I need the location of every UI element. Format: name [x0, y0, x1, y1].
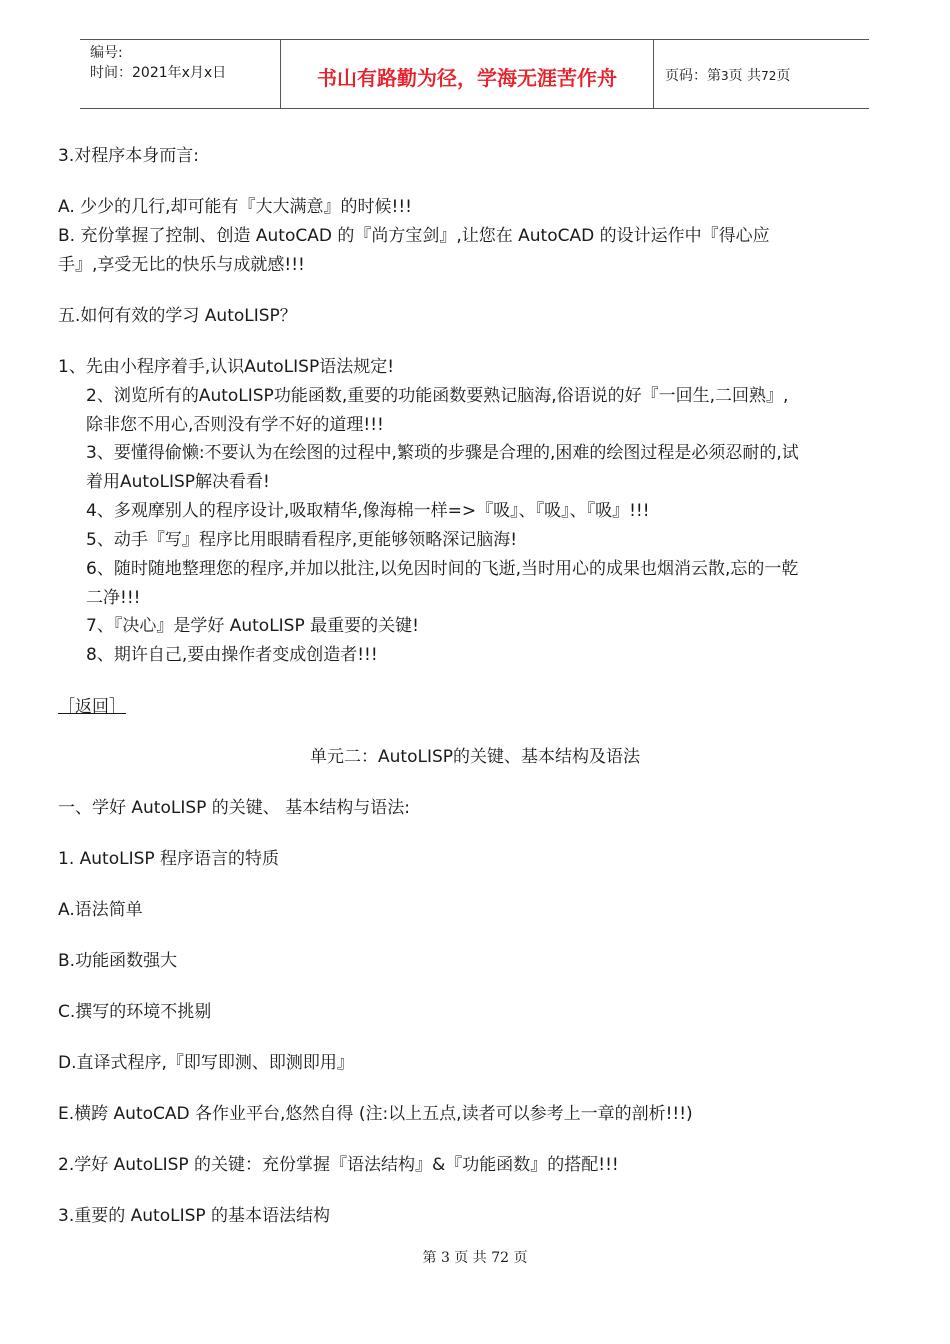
list-item: A.语法简单 [58, 900, 143, 920]
page-code-middle: 页 共 [728, 68, 762, 84]
header-right-cell [653, 40, 869, 108]
header-left-cell [80, 40, 280, 108]
header-motto: 书山有路勤为径，学海无涯苦作舟 [317, 66, 617, 90]
paragraph-line: B. 充份掌握了控制、创造 AutoCAD 的『尚方宝剑』,让您在 AutoCAD 的设计运作中『得心应 [58, 226, 770, 246]
list-item: 2、浏览所有的AutoLISP功能函数,重要的功能函数要熟记脑海,俗语说的好『一回生,二回熟』, [86, 386, 789, 406]
list-item: 6、随时随地整理您的程序,并加以批注,以免因时间的飞逝,当时用心的成果也烟消云散,忘的一乾 [86, 559, 799, 579]
list-item-continuation: 着用AutoLISP解决看看! [86, 472, 270, 492]
paragraph-line: 1. AutoLISP 程序语言的特质 [58, 849, 280, 869]
paragraph-line: A. 少少的几行,却可能有『大大满意』的时候!!! [58, 197, 412, 217]
list-item-continuation: 除非您不用心,否则没有学不好的道理!!! [86, 415, 384, 435]
list-item: 7、『决心』是学好 AutoLISP 最重要的关键! [86, 616, 419, 636]
doc-number-label: 编号: [90, 45, 123, 61]
page-code-prefix: 页码：第 [665, 68, 721, 84]
list-item: 8、期许自己,要由操作者变成创造者!!! [86, 645, 378, 665]
back-link[interactable]: ［返回］ [58, 697, 126, 717]
paragraph-line: 3.重要的 AutoLISP 的基本语法结构 [58, 1206, 331, 1226]
header-page-code [665, 65, 790, 85]
paragraph-line: 2.学好 AutoLISP 的关键：充份掌握『语法结构』&『功能函数』的搭配!!! [58, 1155, 619, 1175]
page-code-total: 72 [761, 69, 777, 83]
header-middle-cell [280, 40, 654, 108]
unit-title: 单元二：AutoLISP的关键、基本结构及语法 [310, 747, 640, 767]
section-heading: 3.对程序本身而言: [58, 146, 199, 166]
list-item: 5、动手『写』程序比用眼睛看程序,更能够领略深记脑海! [86, 530, 518, 550]
page-code-suffix: 页 [776, 68, 791, 84]
list-item: E.横跨 AutoCAD 各作业平台,悠然自得 (注:以上五点,读者可以参考上一章的剖析!!!) [58, 1104, 693, 1124]
list-item: D.直译式程序,『即写即测、即测即用』 [58, 1053, 354, 1073]
page-code-current: 3 [721, 69, 729, 83]
doc-date-label: 时间：2021年x月x日 [90, 65, 227, 81]
section-heading: 五.如何有效的学习 AutoLISP？ [58, 306, 297, 326]
list-item: B.功能函数强大 [58, 951, 178, 971]
page-footer [0, 1247, 950, 1267]
list-item: 4、多观摩别人的程序设计,吸取精华,像海棉一样=>『吸』、『吸』、『吸』!!! [86, 501, 650, 521]
footer-page-number: 第 3 页 共 72 页 [422, 1250, 528, 1266]
list-item: C.撰写的环境不挑剔 [58, 1002, 212, 1022]
page-header [80, 39, 869, 109]
list-item: 3、要懂得偷懒:不要认为在绘图的过程中,繁琐的步骤是合理的,困难的绘图过程是必须忍耐的,试 [86, 443, 799, 463]
paragraph-line: 手』,享受无比的快乐与成就感!!! [58, 255, 305, 275]
list-item-continuation: 二净!!! [86, 588, 141, 608]
section-heading: 一、学好 AutoLISP 的关键、 基本结构与语法: [58, 798, 410, 818]
list-item: 1、先由小程序着手,认识AutoLISP语法规定! [58, 357, 395, 377]
